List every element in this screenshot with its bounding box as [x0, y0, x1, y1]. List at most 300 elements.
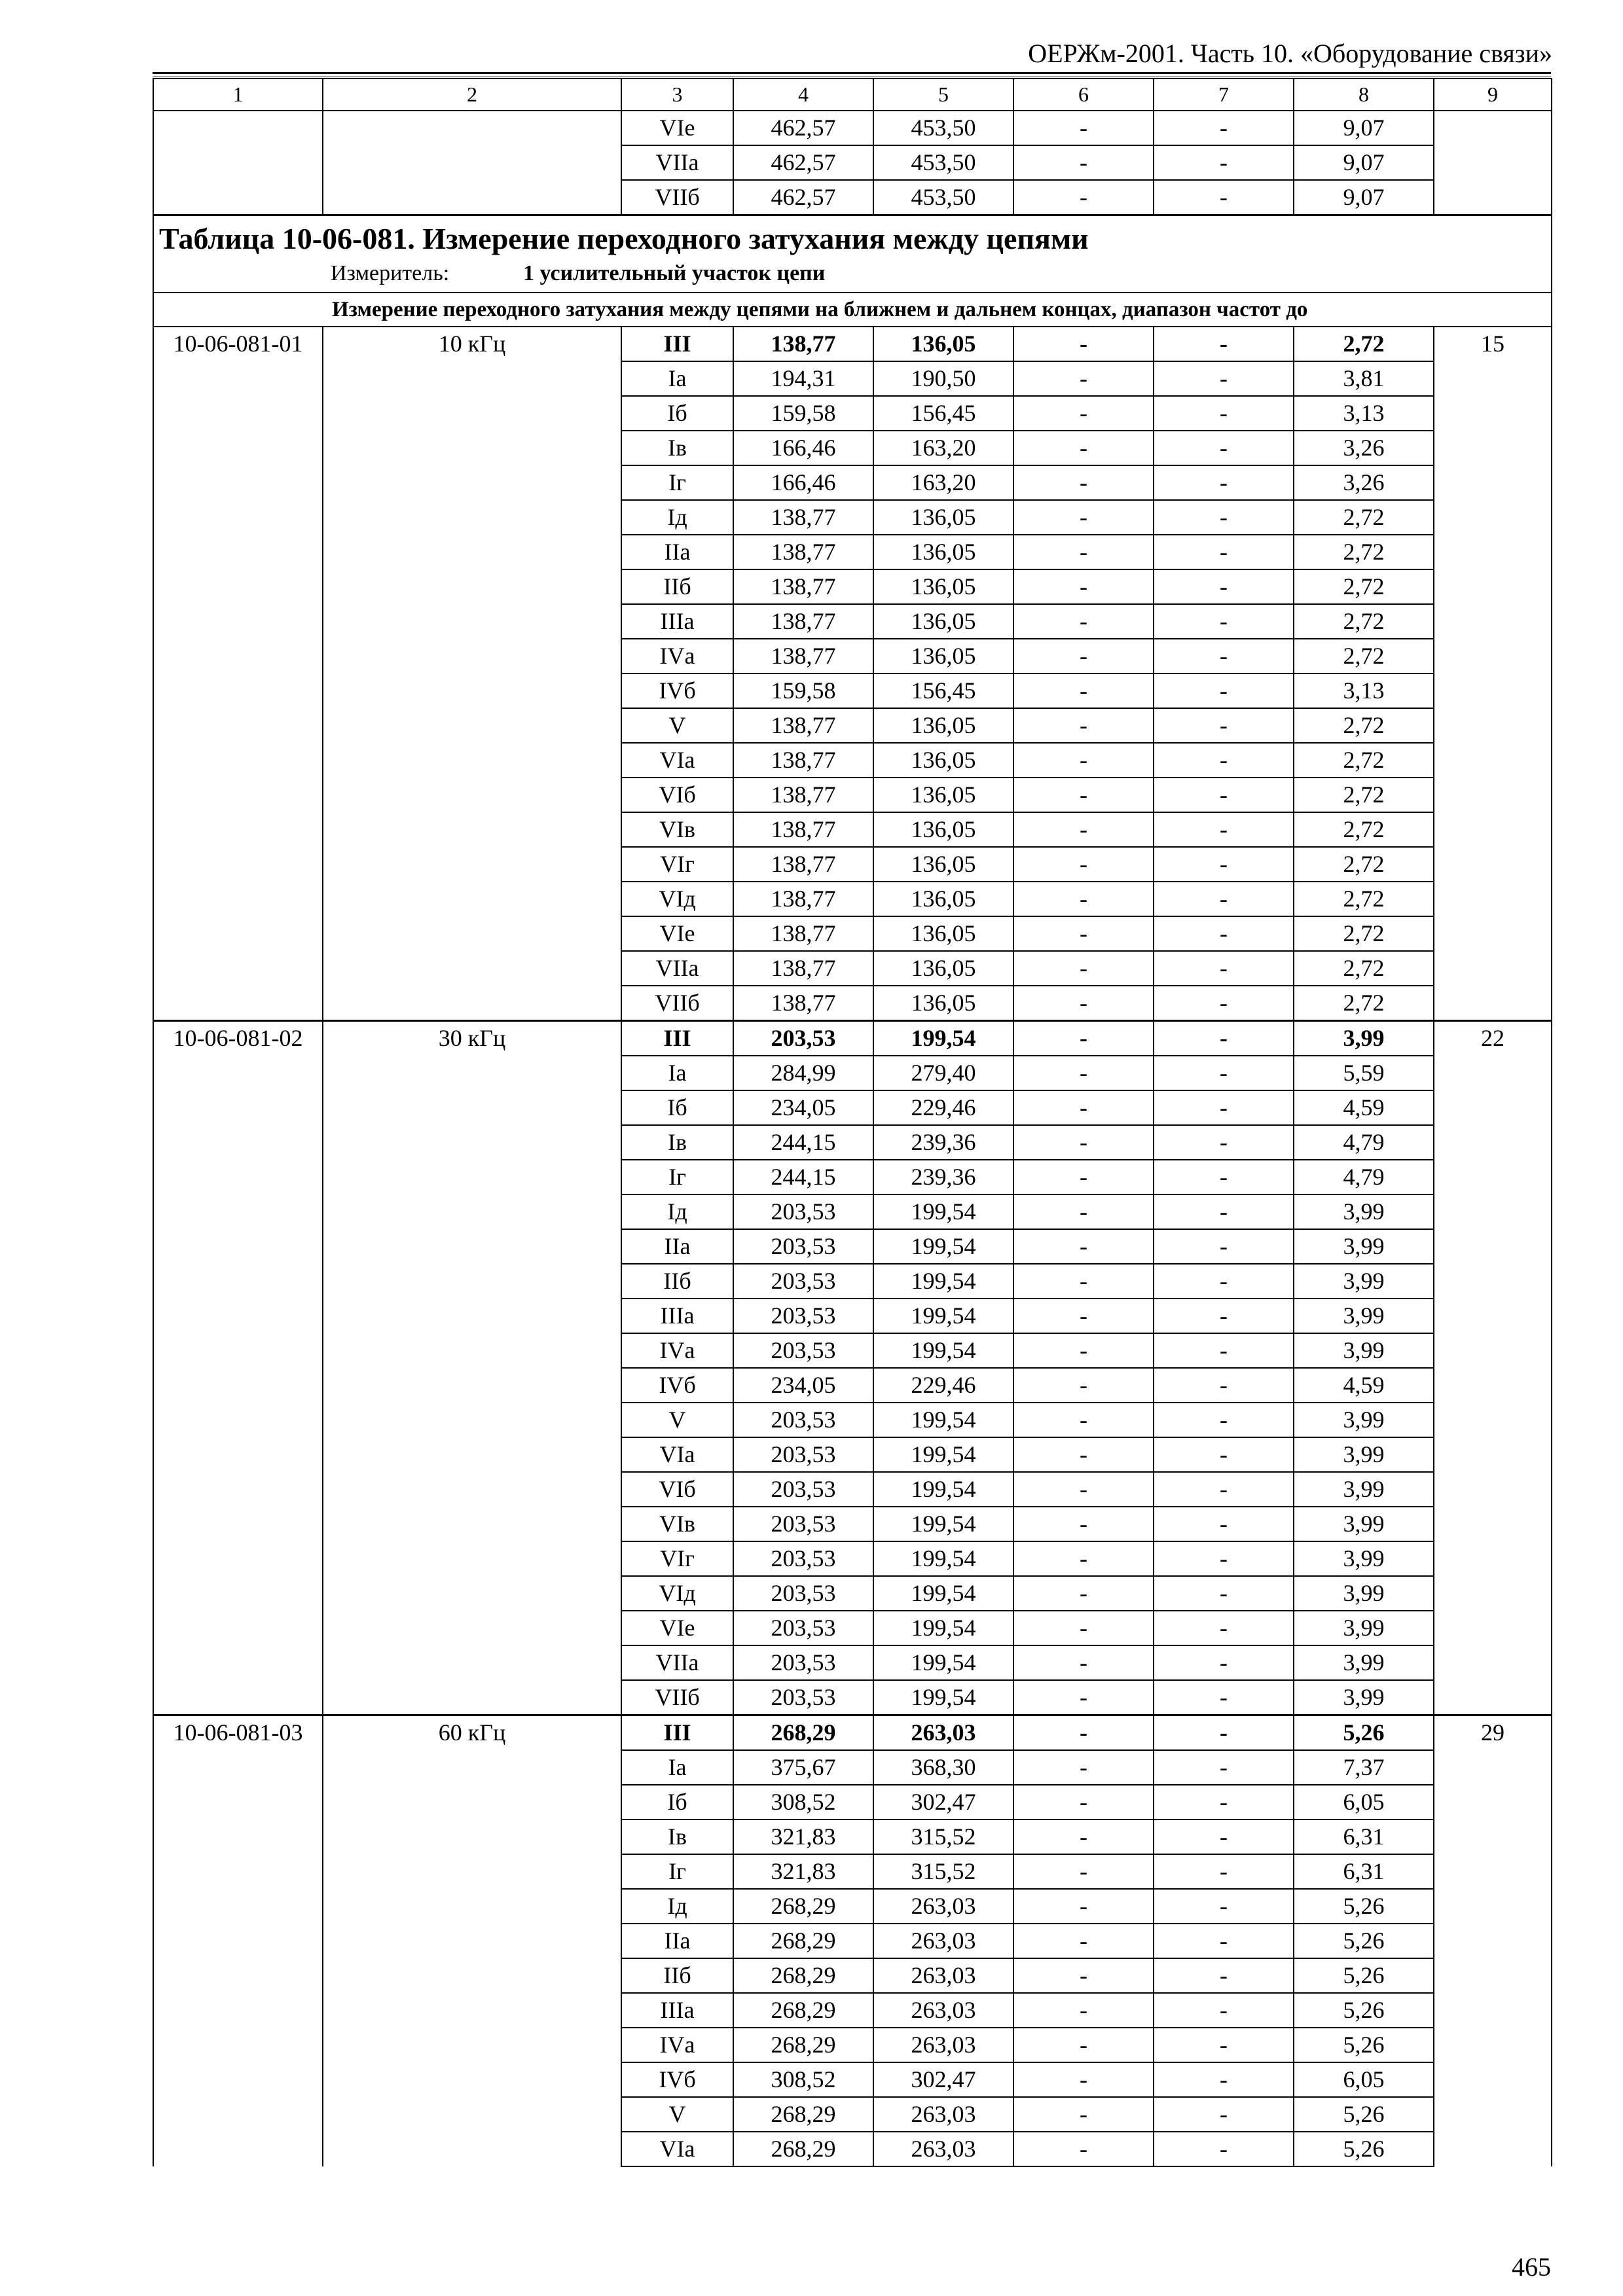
cell-c4: 166,46	[733, 431, 873, 465]
cell-c3: VIIа	[621, 1645, 733, 1680]
column-number: 4	[733, 79, 873, 111]
rate-name: 30 кГц	[323, 1021, 621, 1715]
table-row	[153, 111, 1552, 145]
cell-c4: 203,53	[733, 1645, 873, 1680]
cell-c5: 239,36	[873, 1125, 1013, 1160]
cell-c5: 263,03	[873, 1958, 1013, 1993]
cell-c4: 268,29	[733, 2028, 873, 2062]
column-number: 7	[1154, 79, 1294, 111]
cell-c8: 5,26	[1294, 1889, 1434, 1924]
cell-c3: III	[621, 327, 733, 361]
cell-c7: -	[1154, 1924, 1294, 1958]
cell-c8: 3,99	[1294, 1645, 1434, 1680]
cell-c7: -	[1154, 1889, 1294, 1924]
cell-c3: Iг	[621, 1160, 733, 1194]
cell-c7: -	[1154, 2062, 1294, 2097]
rate-col9: 29	[1434, 1715, 1552, 2167]
cell-c7: -	[1154, 2028, 1294, 2062]
cell-c7: -	[1154, 535, 1294, 569]
cell-c8: 2,72	[1294, 708, 1434, 743]
cell-c7: -	[1154, 1056, 1294, 1090]
cell-c4: 138,77	[733, 327, 873, 361]
cell-c6: -	[1013, 778, 1154, 812]
cell-c8: 5,59	[1294, 1056, 1434, 1090]
cell-c8: 3,99	[1294, 1264, 1434, 1299]
cell-c7: -	[1154, 1403, 1294, 1437]
cell-c3: Iв	[621, 431, 733, 465]
cell-c3: IIа	[621, 1924, 733, 1958]
cell-c8: 5,26	[1294, 1958, 1434, 1993]
cell-c8: 3,99	[1294, 1680, 1434, 1715]
cell-c4: 462,57	[733, 145, 873, 180]
cell-c3: III	[621, 1715, 733, 1751]
cell-c3: IVб	[621, 673, 733, 708]
cell-c8: 2,72	[1294, 916, 1434, 951]
cell-c4: 138,77	[733, 847, 873, 882]
cell-c4: 234,05	[733, 1368, 873, 1403]
cell-c5: 136,05	[873, 708, 1013, 743]
cell-c3: Iд	[621, 500, 733, 535]
table-row	[153, 1021, 1552, 1056]
cell-c5: 199,54	[873, 1194, 1013, 1229]
cell-c5: 136,05	[873, 535, 1013, 569]
cell-c5: 199,54	[873, 1541, 1013, 1576]
cell-c3: IVб	[621, 2062, 733, 2097]
cell-c5: 453,50	[873, 145, 1013, 180]
rate-name: 60 кГц	[323, 1715, 621, 2167]
cell-c7: -	[1154, 673, 1294, 708]
cell-c7: -	[1154, 1541, 1294, 1576]
cell-c3: VIб	[621, 778, 733, 812]
cell-c5: 263,03	[873, 2132, 1013, 2166]
cell-c4: 138,77	[733, 778, 873, 812]
cell-c7: -	[1154, 604, 1294, 639]
cell-c8: 9,07	[1294, 180, 1434, 215]
cell-c5: 229,46	[873, 1368, 1013, 1403]
cell-c5: 199,54	[873, 1576, 1013, 1611]
cell-c5: 263,03	[873, 2028, 1013, 2062]
cell-c6: -	[1013, 708, 1154, 743]
rate-col9: 22	[1434, 1021, 1552, 1715]
cell-code	[153, 111, 323, 215]
cell-c7: -	[1154, 1472, 1294, 1507]
cell-c5: 136,05	[873, 882, 1013, 916]
cell-c6: -	[1013, 1403, 1154, 1437]
cell-c4: 159,58	[733, 673, 873, 708]
cell-c4: 234,05	[733, 1090, 873, 1125]
cell-c5: 302,47	[873, 2062, 1013, 2097]
cell-c5: 199,54	[873, 1299, 1013, 1333]
cell-c3: VIIб	[621, 1680, 733, 1715]
cell-c5: 279,40	[873, 1056, 1013, 1090]
cell-c4: 138,77	[733, 743, 873, 778]
cell-c8: 3,99	[1294, 1576, 1434, 1611]
cell-c7: -	[1154, 1645, 1294, 1680]
cell-c6: -	[1013, 1680, 1154, 1715]
cell-c6: -	[1013, 1993, 1154, 2028]
cell-c8: 3,26	[1294, 431, 1434, 465]
cell-c4: 138,77	[733, 812, 873, 847]
cell-c5: 453,50	[873, 180, 1013, 215]
cell-c3: Iв	[621, 1820, 733, 1854]
cell-c5: 263,03	[873, 2097, 1013, 2132]
cell-c7: -	[1154, 1715, 1294, 1751]
cell-c3: IIIа	[621, 1299, 733, 1333]
cell-c7: -	[1154, 1299, 1294, 1333]
cell-c3: IVа	[621, 1333, 733, 1368]
cell-c6: -	[1013, 327, 1154, 361]
table-section-header	[153, 215, 1552, 293]
cell-c8: 2,72	[1294, 639, 1434, 673]
cell-c3: V	[621, 1403, 733, 1437]
cell-c7: -	[1154, 847, 1294, 882]
cell-c6: -	[1013, 1090, 1154, 1125]
column-number-row	[153, 79, 1552, 111]
cell-c8: 4,79	[1294, 1125, 1434, 1160]
cell-c8: 2,72	[1294, 986, 1434, 1021]
cell-c9	[1434, 111, 1552, 215]
cell-c6: -	[1013, 1507, 1154, 1541]
cell-c7: -	[1154, 1958, 1294, 1993]
cell-c8: 2,72	[1294, 604, 1434, 639]
cell-c7: -	[1154, 812, 1294, 847]
cell-c6: -	[1013, 361, 1154, 396]
cell-c3: Iа	[621, 361, 733, 396]
cell-c4: 308,52	[733, 1785, 873, 1820]
cell-c5: 199,54	[873, 1507, 1013, 1541]
cell-c7: -	[1154, 361, 1294, 396]
table-row	[153, 1715, 1552, 1751]
cell-c3: IIб	[621, 1264, 733, 1299]
cell-c5: 199,54	[873, 1264, 1013, 1299]
cell-c3: IVб	[621, 1368, 733, 1403]
cell-c3: V	[621, 2097, 733, 2132]
cell-c6: -	[1013, 604, 1154, 639]
cell-c4: 268,29	[733, 1958, 873, 1993]
cell-c6: -	[1013, 1299, 1154, 1333]
meter-value: 1 усилительный участок цепи	[523, 261, 826, 285]
column-number: 5	[873, 79, 1013, 111]
cell-c3: VIе	[621, 916, 733, 951]
cell-c4: 268,29	[733, 2132, 873, 2166]
cell-c3: IVа	[621, 639, 733, 673]
cell-c4: 203,53	[733, 1541, 873, 1576]
cell-c6: -	[1013, 180, 1154, 215]
cell-c6: -	[1013, 569, 1154, 604]
cell-c5: 199,54	[873, 1645, 1013, 1680]
cell-c6: -	[1013, 743, 1154, 778]
rate-name: 10 кГц	[323, 327, 621, 1021]
table-title: Таблица 10-06-081. Измерение переходного затухания между цепями	[159, 222, 1089, 255]
cell-c3: Iа	[621, 1056, 733, 1090]
cell-c8: 2,72	[1294, 882, 1434, 916]
cell-c5: 199,54	[873, 1229, 1013, 1264]
cell-c6: -	[1013, 882, 1154, 916]
cell-c6: -	[1013, 1056, 1154, 1090]
cell-c3: III	[621, 1021, 733, 1056]
cell-c3: IIIа	[621, 604, 733, 639]
cell-c8: 5,26	[1294, 2097, 1434, 2132]
cell-c4: 203,53	[733, 1437, 873, 1472]
column-number: 1	[153, 79, 323, 111]
cell-c6: -	[1013, 1645, 1154, 1680]
cell-c5: 136,05	[873, 327, 1013, 361]
cell-c5: 199,54	[873, 1611, 1013, 1645]
cell-c5: 136,05	[873, 986, 1013, 1021]
cell-c6: -	[1013, 2097, 1154, 2132]
cell-c8: 3,13	[1294, 673, 1434, 708]
cell-c5: 199,54	[873, 1403, 1013, 1437]
table-description-row	[153, 293, 1552, 327]
cell-c3: VIв	[621, 1507, 733, 1541]
cell-c8: 9,07	[1294, 145, 1434, 180]
cell-c7: -	[1154, 2097, 1294, 2132]
cell-c7: -	[1154, 882, 1294, 916]
cell-c4: 268,29	[733, 1924, 873, 1958]
cell-c4: 138,77	[733, 882, 873, 916]
cell-c4: 462,57	[733, 111, 873, 145]
cell-c8: 3,99	[1294, 1403, 1434, 1437]
cell-c6: -	[1013, 847, 1154, 882]
cell-c8: 6,31	[1294, 1820, 1434, 1854]
cell-c6: -	[1013, 111, 1154, 145]
cell-c7: -	[1154, 916, 1294, 951]
table-row	[153, 327, 1552, 361]
cell-c3: VIв	[621, 812, 733, 847]
cell-c6: -	[1013, 1958, 1154, 1993]
cell-c6: -	[1013, 1333, 1154, 1368]
cell-c3: Iд	[621, 1194, 733, 1229]
cell-c4: 321,83	[733, 1854, 873, 1889]
cell-c5: 136,05	[873, 500, 1013, 535]
cell-c5: 453,50	[873, 111, 1013, 145]
cell-c7: -	[1154, 951, 1294, 986]
cell-c8: 3,99	[1294, 1299, 1434, 1333]
cell-c5: 136,05	[873, 569, 1013, 604]
cell-c5: 163,20	[873, 465, 1013, 500]
cell-c5: 136,05	[873, 743, 1013, 778]
cell-c7: -	[1154, 1368, 1294, 1403]
column-number: 8	[1294, 79, 1434, 111]
cell-c3: Iд	[621, 1889, 733, 1924]
header-rule	[153, 72, 1551, 74]
cell-c6: -	[1013, 1820, 1154, 1854]
cell-c4: 138,77	[733, 639, 873, 673]
cell-c4: 138,77	[733, 500, 873, 535]
cell-c5: 163,20	[873, 431, 1013, 465]
cell-c5: 136,05	[873, 951, 1013, 986]
cell-c7: -	[1154, 1993, 1294, 2028]
cell-c8: 3,99	[1294, 1021, 1434, 1056]
cell-c4: 203,53	[733, 1576, 873, 1611]
cell-c5: 136,05	[873, 639, 1013, 673]
cell-c6: -	[1013, 1785, 1154, 1820]
cell-c6: -	[1013, 1541, 1154, 1576]
cell-c4: 203,53	[733, 1680, 873, 1715]
cell-c4: 268,29	[733, 1889, 873, 1924]
cell-c4: 138,77	[733, 916, 873, 951]
cell-c6: -	[1013, 1125, 1154, 1160]
cell-c5: 263,03	[873, 1889, 1013, 1924]
cell-c6: -	[1013, 1160, 1154, 1194]
cell-c4: 138,77	[733, 604, 873, 639]
cell-c4: 375,67	[733, 1750, 873, 1785]
cell-c8: 3,99	[1294, 1472, 1434, 1507]
cell-c4: 268,29	[733, 2097, 873, 2132]
cell-c7: -	[1154, 1229, 1294, 1264]
cell-c3: VIг	[621, 847, 733, 882]
cell-c8: 5,26	[1294, 2132, 1434, 2166]
cell-c5: 136,05	[873, 847, 1013, 882]
cell-c4: 284,99	[733, 1056, 873, 1090]
cell-c7: -	[1154, 145, 1294, 180]
cell-c6: -	[1013, 812, 1154, 847]
cell-c8: 2,72	[1294, 951, 1434, 986]
cell-c7: -	[1154, 1194, 1294, 1229]
table-description: Измерение переходного затухания между цепями на ближнем и дальнем концах, диапазон частот до	[153, 293, 1552, 327]
cell-c4: 268,29	[733, 1993, 873, 2028]
cell-c4: 203,53	[733, 1472, 873, 1507]
cell-c5: 263,03	[873, 1993, 1013, 2028]
cell-c4: 138,77	[733, 951, 873, 986]
cell-c5: 136,05	[873, 778, 1013, 812]
cell-c5: 156,45	[873, 396, 1013, 431]
cell-c6: -	[1013, 1368, 1154, 1403]
cell-c4: 203,53	[733, 1333, 873, 1368]
cell-c8: 9,07	[1294, 111, 1434, 145]
cell-c8: 4,59	[1294, 1368, 1434, 1403]
cell-c8: 6,31	[1294, 1854, 1434, 1889]
cell-c5: 239,36	[873, 1160, 1013, 1194]
cell-c4: 159,58	[733, 396, 873, 431]
cell-c4: 203,53	[733, 1299, 873, 1333]
cell-c8: 5,26	[1294, 1924, 1434, 1958]
cell-c6: -	[1013, 2062, 1154, 2097]
cell-c8: 2,72	[1294, 327, 1434, 361]
cell-c7: -	[1154, 743, 1294, 778]
cell-c3: VIIб	[621, 180, 733, 215]
cell-c7: -	[1154, 1333, 1294, 1368]
cell-c6: -	[1013, 1854, 1154, 1889]
cell-c5: 302,47	[873, 1785, 1013, 1820]
running-title: ОЕРЖм-2001. Часть 10. «Оборудование связи»	[1028, 39, 1552, 68]
cell-name	[323, 111, 621, 215]
cell-c7: -	[1154, 327, 1294, 361]
meter-label: Измеритель:	[331, 261, 450, 285]
cell-c3: VIIб	[621, 986, 733, 1021]
column-number: 3	[621, 79, 733, 111]
cell-c5: 136,05	[873, 812, 1013, 847]
cell-c6: -	[1013, 396, 1154, 431]
cell-c5: 229,46	[873, 1090, 1013, 1125]
cell-c8: 3,13	[1294, 396, 1434, 431]
cell-c6: -	[1013, 1194, 1154, 1229]
cell-c6: -	[1013, 951, 1154, 986]
cell-c8: 2,72	[1294, 778, 1434, 812]
cell-c8: 5,26	[1294, 1715, 1434, 1751]
cell-c3: Iб	[621, 1785, 733, 1820]
cell-c8: 3,81	[1294, 361, 1434, 396]
cell-c4: 203,53	[733, 1507, 873, 1541]
cell-c7: -	[1154, 1750, 1294, 1785]
cell-c7: -	[1154, 569, 1294, 604]
cell-c7: -	[1154, 986, 1294, 1021]
cell-c7: -	[1154, 1680, 1294, 1715]
rates-table	[153, 78, 1552, 2167]
cell-c6: -	[1013, 1611, 1154, 1645]
column-number: 2	[323, 79, 621, 111]
cell-c5: 263,03	[873, 1924, 1013, 1958]
cell-c6: -	[1013, 1472, 1154, 1507]
cell-c4: 203,53	[733, 1021, 873, 1056]
cell-c6: -	[1013, 1229, 1154, 1264]
cell-c7: -	[1154, 1611, 1294, 1645]
cell-c7: -	[1154, 180, 1294, 215]
cell-c8: 5,26	[1294, 2028, 1434, 2062]
cell-c4: 203,53	[733, 1611, 873, 1645]
cell-c6: -	[1013, 1021, 1154, 1056]
cell-c3: V	[621, 708, 733, 743]
cell-c3: VIа	[621, 743, 733, 778]
cell-c3: VIг	[621, 1541, 733, 1576]
cell-c7: -	[1154, 778, 1294, 812]
cell-c4: 138,77	[733, 535, 873, 569]
cell-c8: 3,99	[1294, 1611, 1434, 1645]
cell-c6: -	[1013, 535, 1154, 569]
cell-c8: 2,72	[1294, 535, 1434, 569]
cell-c5: 368,30	[873, 1750, 1013, 1785]
cell-c8: 6,05	[1294, 2062, 1434, 2097]
cell-c7: -	[1154, 1437, 1294, 1472]
cell-c8: 3,99	[1294, 1507, 1434, 1541]
cell-c3: IVа	[621, 2028, 733, 2062]
cell-c6: -	[1013, 2132, 1154, 2166]
cell-c6: -	[1013, 1437, 1154, 1472]
section-header-cell	[153, 215, 1552, 293]
cell-c4: 203,53	[733, 1229, 873, 1264]
cell-c3: Iг	[621, 1854, 733, 1889]
cell-c5: 156,45	[873, 673, 1013, 708]
cell-c8: 6,05	[1294, 1785, 1434, 1820]
cell-c3: Iг	[621, 465, 733, 500]
cell-c4: 138,77	[733, 569, 873, 604]
cell-c7: -	[1154, 1090, 1294, 1125]
cell-c5: 199,54	[873, 1680, 1013, 1715]
cell-c8: 3,99	[1294, 1194, 1434, 1229]
cell-c4: 194,31	[733, 361, 873, 396]
cell-c8: 2,72	[1294, 743, 1434, 778]
page-number: 465	[1512, 2252, 1551, 2282]
cell-c5: 136,05	[873, 916, 1013, 951]
cell-c7: -	[1154, 2132, 1294, 2166]
cell-c4: 203,53	[733, 1194, 873, 1229]
cell-c8: 3,99	[1294, 1333, 1434, 1368]
cell-c5: 315,52	[873, 1820, 1013, 1854]
cell-c6: -	[1013, 1750, 1154, 1785]
cell-c5: 199,54	[873, 1437, 1013, 1472]
cell-c8: 5,26	[1294, 1993, 1434, 2028]
cell-c5: 199,54	[873, 1472, 1013, 1507]
cell-c6: -	[1013, 1924, 1154, 1958]
cell-c7: -	[1154, 1854, 1294, 1889]
cell-c7: -	[1154, 708, 1294, 743]
cell-c3: IIб	[621, 569, 733, 604]
cell-c7: -	[1154, 639, 1294, 673]
cell-c4: 203,53	[733, 1264, 873, 1299]
cell-c6: -	[1013, 500, 1154, 535]
cell-c3: IIа	[621, 1229, 733, 1264]
cell-c8: 7,37	[1294, 1750, 1434, 1785]
